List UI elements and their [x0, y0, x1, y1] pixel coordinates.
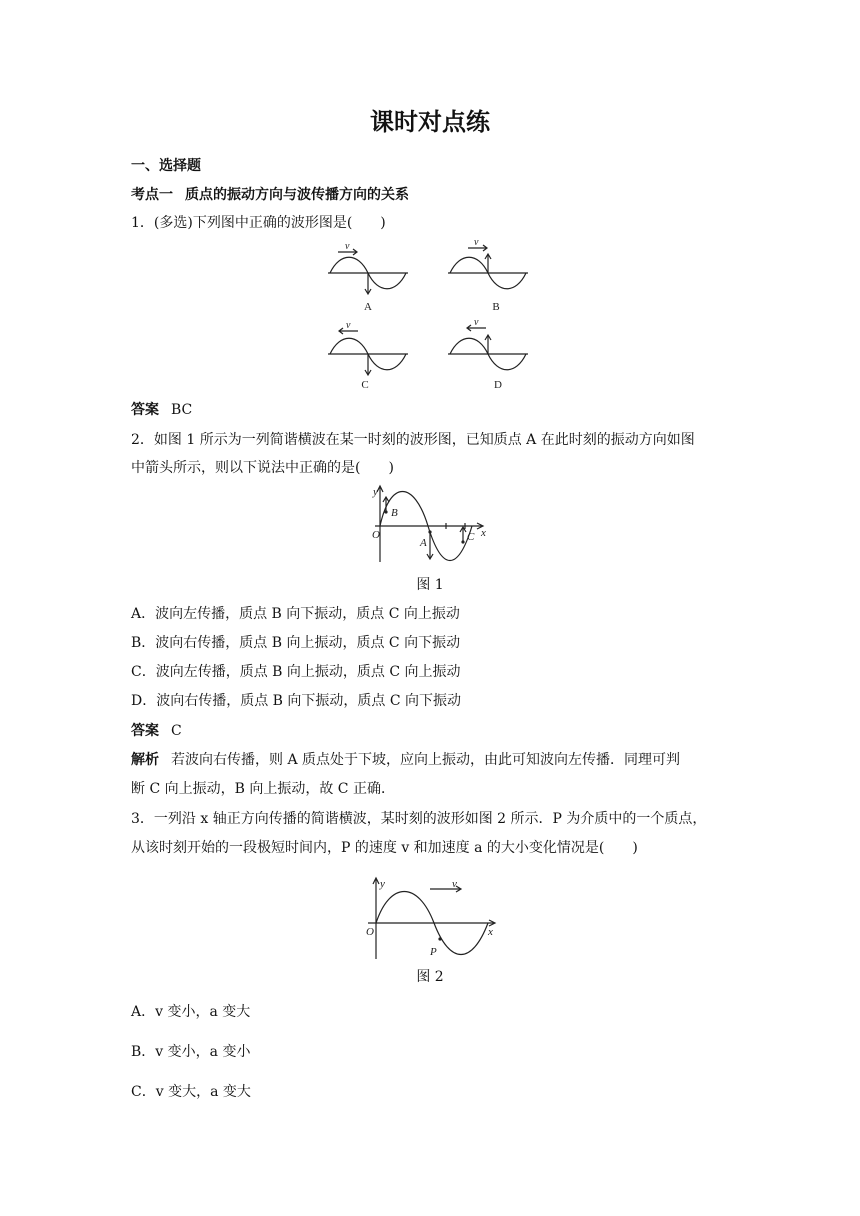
- q1-label-b: B: [492, 301, 500, 313]
- q3-origin-label: O: [366, 926, 374, 938]
- q1-wave-d: [448, 325, 528, 370]
- point-c-dot: [461, 540, 464, 543]
- q1-stem: 1．(多选)下列图中正确的波形图是( ): [131, 215, 386, 231]
- point-a-dot: [428, 530, 431, 533]
- point-b-dot: [384, 510, 387, 513]
- q1-wave-b: [448, 245, 528, 289]
- q2-point-a: A: [420, 537, 427, 549]
- q2-analysis-line1: [131, 751, 680, 769]
- q3-x-label: x: [488, 926, 493, 938]
- q1-answer: [131, 401, 192, 419]
- analysis-text: 若波向右传播，则 A 质点处于下坡，应向上振动，由此可知波向左传播．同理可判: [171, 752, 681, 768]
- q3-stem-line1: 3．一列沿 x 轴正方向传播的简谐横波，某时刻的波形如图 2 所示．P 为介质中的一个质点，: [131, 811, 707, 827]
- q2-option-c: C．波向左传播，质点 B 向上振动，质点 C 向上振动: [131, 664, 461, 680]
- q1-figure: [300, 238, 560, 398]
- page-title: 课时对点练: [370, 107, 490, 136]
- answer-label: 答案: [131, 723, 159, 739]
- topic-heading: [131, 186, 409, 204]
- q2-y-label: y: [373, 486, 378, 498]
- q2-figure-caption: 图 1: [416, 577, 444, 593]
- section-heading: 一、选择题: [131, 158, 201, 174]
- q1-v-label-a: v: [345, 241, 350, 252]
- q1-label-c: C: [361, 379, 369, 391]
- q3-figure: [364, 875, 500, 961]
- q3-option-b: B．v 变小，a 变小: [131, 1044, 251, 1060]
- q2-stem-line2: 中箭头所示，则以下说法中正确的是( ): [131, 460, 394, 476]
- q2-x-label: x: [481, 527, 486, 539]
- q3-option-a: A．v 变小，a 变大: [131, 1004, 251, 1020]
- q3-figure-caption: 图 2: [416, 969, 444, 985]
- q2-option-b: B．波向右传播，质点 B 向上振动，质点 C 向下振动: [131, 635, 461, 651]
- q2-stem-line1: 2．如图 1 所示为一列简谐横波在某一时刻的波形图，已知质点 A 在此时刻的振动方向如图: [131, 432, 695, 448]
- q2-option-d: D．波向右传播，质点 B 向下振动，质点 C 向下振动: [131, 693, 462, 709]
- q2-analysis-line2: 断 C 向上振动，B 向上振动，故 C 正确．: [131, 781, 395, 797]
- q3-y-label: y: [380, 878, 385, 890]
- q1-v-label-c: v: [346, 320, 351, 331]
- q1-label-a: A: [364, 301, 372, 313]
- q1-label-d: D: [494, 379, 502, 391]
- q3-point-p: P: [430, 946, 437, 958]
- point-p-dot: [438, 937, 441, 940]
- q2-origin-label: O: [372, 529, 380, 541]
- q3-v-label: v: [452, 878, 457, 890]
- answer-value: C: [171, 723, 182, 739]
- q2-point-b: B: [391, 507, 398, 519]
- q1-wave-a: [328, 249, 408, 294]
- q2-option-a: A．波向左传播，质点 B 向下振动，质点 C 向上振动: [131, 606, 460, 622]
- q2-answer: [131, 722, 182, 740]
- topic-label: 考点一: [131, 187, 173, 203]
- q1-wave-c: [328, 328, 408, 375]
- q2-figure: [370, 484, 490, 566]
- q1-v-label-d: v: [474, 317, 479, 328]
- topic-text: 质点的振动方向与波传播方向的关系: [185, 187, 409, 203]
- analysis-label: 解析: [131, 752, 159, 768]
- q1-v-label-b: v: [474, 237, 479, 248]
- q3-stem-line2: 从该时刻开始的一段极短时间内，P 的速度 v 和加速度 a 的大小变化情况是( ): [131, 840, 638, 856]
- answer-value: BC: [171, 402, 193, 418]
- q2-point-c: C: [467, 531, 475, 543]
- answer-label: 答案: [131, 402, 159, 418]
- q3-option-c: C．v 变大，a 变大: [131, 1084, 251, 1100]
